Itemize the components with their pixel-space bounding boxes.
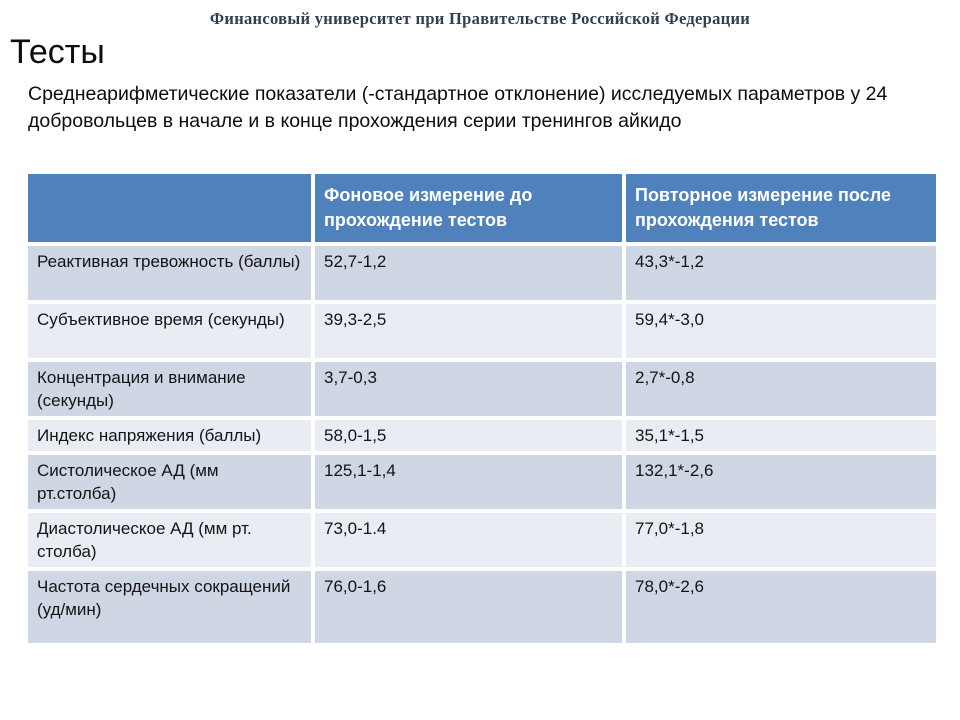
page-title: Тесты (10, 33, 105, 71)
column-header-parameter (26, 172, 313, 244)
table-row (26, 511, 938, 569)
value-after: 77,0*-1,8 (624, 511, 938, 569)
value-before: 76,0-1,6 (313, 569, 624, 645)
results-table (26, 172, 938, 645)
table-row (26, 244, 938, 302)
header-row (26, 172, 938, 244)
table-row (26, 453, 938, 511)
row-label: Концентрация и внимание (секунды) (26, 360, 313, 418)
value-after: 2,7*-0,8 (624, 360, 938, 418)
value-before: 125,1-1,4 (313, 453, 624, 511)
value-after: 59,4*-3,0 (624, 302, 938, 360)
results-table-head (26, 172, 938, 244)
row-label: Субъективное время (секунды) (26, 302, 313, 360)
slide-subtitle: Среднеарифметические показатели (-стандартное отклонение) исследуемых параметров у 24 добровольцев в начале и в конце прохождения серии тренингов айкидо (28, 83, 888, 132)
value-before: 39,3-2,5 (313, 302, 624, 360)
value-after: 35,1*-1,5 (624, 418, 938, 453)
row-label: Частота сердечных сокращений (уд/мин) (26, 569, 313, 645)
value-before: 58,0-1,5 (313, 418, 624, 453)
row-label: Систолическое АД (мм рт.столба) (26, 453, 313, 511)
value-after: 43,3*-1,2 (624, 244, 938, 302)
row-label: Индекс напряжения (баллы) (26, 418, 313, 453)
column-header-before: Фоновое измерение до прохождение тестов (313, 172, 624, 244)
value-before: 73,0-1.4 (313, 511, 624, 569)
table-row (26, 569, 938, 645)
row-label: Диастолическое АД (мм рт. столба) (26, 511, 313, 569)
table-row (26, 302, 938, 360)
value-before: 52,7-1,2 (313, 244, 624, 302)
value-after: 78,0*-2,6 (624, 569, 938, 645)
value-before: 3,7-0,3 (313, 360, 624, 418)
university-header: Финансовый университет при Правительстве Российской Федерации (209, 9, 751, 28)
column-header-after: Повторное измерение после прохождения тестов (624, 172, 938, 244)
row-label: Реактивная тревожность (баллы) (26, 244, 313, 302)
results-table-body (26, 244, 938, 645)
table-row (26, 418, 938, 453)
results-table-container (26, 172, 938, 645)
table-row (26, 360, 938, 418)
value-after: 132,1*-2,6 (624, 453, 938, 511)
